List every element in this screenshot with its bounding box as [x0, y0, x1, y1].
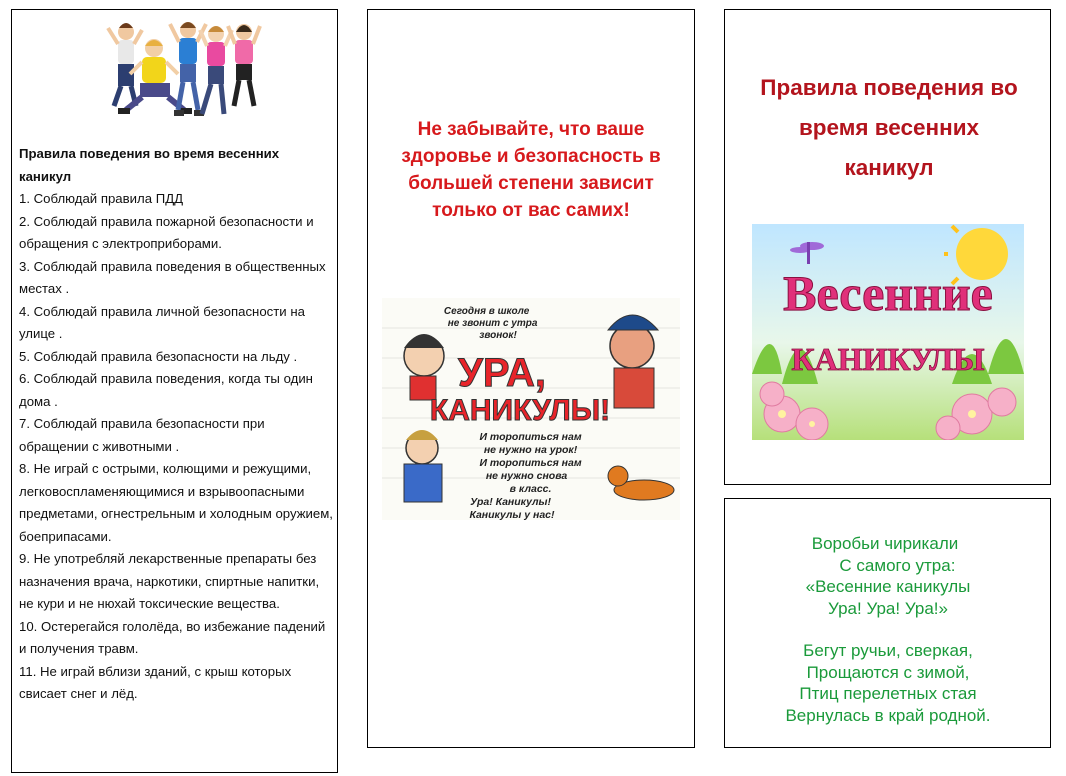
poem-line: Бегут ручьи, сверкая, — [803, 641, 973, 660]
rule-item: 1. Соблюдай правила ПДД — [19, 191, 184, 206]
poem-line: Птиц перелетных стая — [799, 684, 977, 703]
right-bottom-panel — [724, 498, 1051, 748]
poem-line: С самого утра: — [820, 555, 956, 575]
spring-poem — [735, 533, 1041, 726]
speech-bottom-line: в класс. — [509, 483, 552, 495]
speech-top-line: звонок! — [479, 330, 517, 341]
rule-item: 11. Не играй вблизи зданий, с крыш которых свисает снег и лёд. — [19, 663, 292, 701]
poem-line: Воробьи чирикали — [811, 534, 959, 553]
brochure-title: Правила поведения во время весенних каникул — [760, 75, 1018, 180]
rule-item: 8. Не играй с острыми, колющими и режущими, легковоспламеняющимися и взрывоопасными предметами, огнестрельным и холодным оружием, боеприпасами. — [19, 461, 333, 544]
headline-2: КАНИКУЛЫ! — [429, 394, 611, 427]
speech-bottom-line: не нужно снова — [485, 470, 568, 482]
speech-bottom-line: Ура! Каникулы! — [470, 496, 551, 508]
banner-line-2: КАНИКУЛЫ — [791, 341, 985, 377]
safety-warning: Не забывайте, что ваше здоровье и безопасность в большей степени зависит только от вас самих! — [401, 119, 661, 221]
rule-item: 7. Соблюдай правила безопасности при обращении с животными . — [19, 416, 265, 454]
rule-item: 2. Соблюдай правила пожарной безопасности и обращения с электроприборами. — [19, 213, 314, 251]
right-top-panel — [724, 9, 1051, 485]
rule-item: 5. Соблюдай правила безопасности на льду . — [19, 348, 298, 364]
poem-line: Ура! Ура! Ура!» — [828, 598, 948, 618]
left-panel — [11, 9, 338, 773]
speech-top-line: не звонит с утра — [447, 318, 538, 329]
hurray-holidays-illustration — [382, 298, 680, 520]
speech-bottom-line: И торопиться нам — [479, 457, 582, 469]
rule-item: 9. Не употребляй лекарственные препараты без назначения врача, наркотики, спиртные напитки, не кури и не нюхай токсические вещества. — [19, 551, 320, 611]
speech-bottom-line: И торопиться нам — [479, 431, 582, 443]
rule-item: 3. Соблюдай правила поведения в общественных местах . — [19, 258, 326, 296]
rules-list — [19, 143, 333, 706]
rules-title: Правила поведения во время весенних каникул — [19, 146, 280, 184]
poem-line: «Весенние каникулы — [805, 577, 971, 596]
middle-panel — [367, 9, 695, 748]
speech-top-line: Сегодня в школе — [443, 306, 530, 317]
speech-bottom-line: не нужно на урок! — [483, 444, 578, 456]
headline-1: УРА, — [457, 351, 547, 395]
speech-bottom-line: Каникулы у нас! — [469, 509, 555, 520]
rule-item: 10. Остерегайся гололёда, во избежание падений и получения травм. — [19, 618, 326, 656]
spring-holidays-banner — [752, 224, 1024, 440]
rule-item: 6. Соблюдай правила поведения, когда ты один дома . — [19, 371, 313, 409]
jumping-kids-image — [104, 14, 264, 132]
banner-line-1: Весенние — [783, 265, 993, 321]
poem-line: Вернулась в край родной. — [785, 705, 991, 725]
poem-line: Прощаются с зимой, — [806, 662, 970, 682]
rule-item: 4. Соблюдай правила личной безопасности на улице . — [19, 303, 305, 341]
